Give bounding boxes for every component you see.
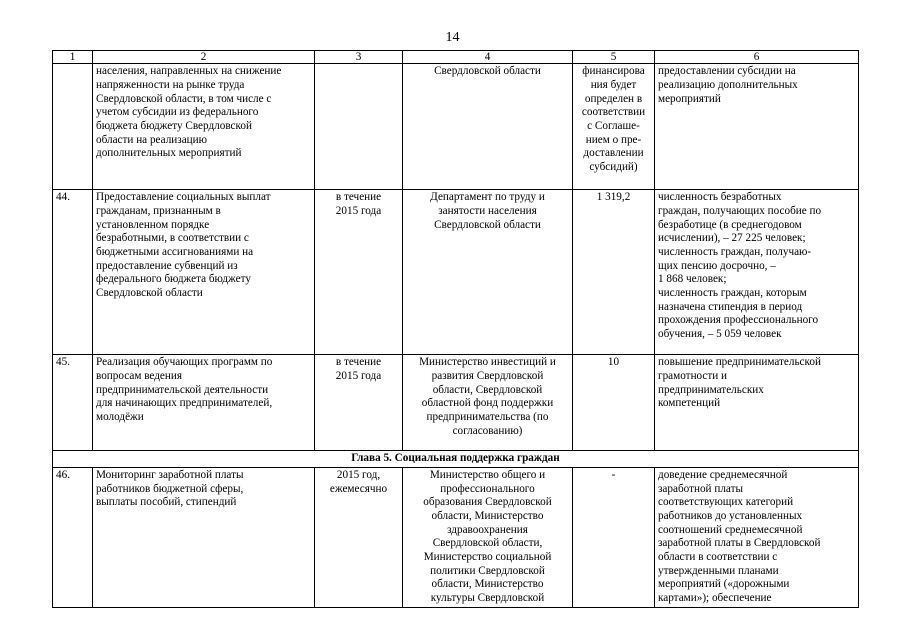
funding-cell: - — [573, 467, 655, 607]
responsible-cell: Министерство инвестиций и развития Свердловской области, Свердловской областной фонд поддержки предпринимательства (по согласованию) — [403, 355, 573, 451]
result-cell: численность безработных граждан, получающих пособие по безработице (в среднегодовом исчислении), – 27 225 человек; численность граждан, получаю- щих пенсию досрочно, – 1 868 человек; численность граждан, которым назначена стипендия в период прохождения профессионального обучения, – 5 059 человек — [655, 190, 859, 355]
activity-cell: Предоставление социальных выплат гражданам, признанным в установленном порядке безработными, в соответствии с бюджетными ассигнованиями на предоставление субвенций из федерального бюджета бюджету Свердловской области — [93, 190, 315, 355]
column-header: 1 — [53, 51, 93, 64]
deadline-cell: в течение 2015 года — [315, 190, 403, 355]
funding-cell: финансирова ния будет определен в соответствии с Соглаше- нием о пре- доставлении субсидий) — [573, 64, 655, 190]
column-header: 3 — [315, 51, 403, 64]
column-header: 2 — [93, 51, 315, 64]
table-row — [53, 190, 859, 355]
result-cell: доведение среднемесячной заработной платы соответствующих категорий работников до установленных соотношений среднемесячной заработной платы в Свердловской области в соответствии с утвержденными планами мероприятий («дорожными картами»); обеспечение — [655, 467, 859, 607]
row-number: 44. — [53, 190, 93, 355]
column-header: 4 — [403, 51, 573, 64]
activity-cell: Мониторинг заработной платы работников бюджетной сферы, выплаты пособий, стипендий — [93, 467, 315, 607]
column-number-row — [53, 51, 859, 64]
column-header: 5 — [573, 51, 655, 64]
row-number — [53, 64, 93, 190]
page-number: 14 — [445, 30, 460, 45]
column-header: 6 — [655, 51, 859, 64]
chapter-heading: Глава 5. Социальная поддержка граждан — [53, 451, 859, 468]
plan-table — [52, 50, 859, 608]
row-number: 46. — [53, 467, 93, 607]
deadline-cell: 2015 год, ежемесячно — [315, 467, 403, 607]
funding-cell: 1 319,2 — [573, 190, 655, 355]
result-cell: повышение предпринимательской грамотности и предпринимательских компетенций — [655, 355, 859, 451]
chapter-row — [53, 451, 859, 468]
activity-cell: Реализация обучающих программ по вопросам ведения предпринимательской деятельности для начинающих предпринимателей, молодёжи — [93, 355, 315, 451]
deadline-cell: в течение 2015 года — [315, 355, 403, 451]
activity-cell: населения, направленных на снижение напряженности на рынке труда Свердловской области, в том числе с учетом субсидии из федерального бюджета бюджету Свердловской области на реализацию дополнительных мероприятий — [93, 64, 315, 190]
row-number: 45. — [53, 355, 93, 451]
result-cell: предоставлении субсидии на реализацию дополнительных мероприятий — [655, 64, 859, 190]
table-row — [53, 467, 859, 607]
deadline-cell — [315, 64, 403, 190]
table-row — [53, 64, 859, 190]
responsible-cell: Свердловской области — [403, 64, 573, 190]
table-row — [53, 355, 859, 451]
responsible-cell: Департамент по труду и занятости населения Свердловской области — [403, 190, 573, 355]
responsible-cell: Министерство общего и профессионального образования Свердловской области, Министерство здравоохранения Свердловской области, Министерство социальной политики Свердловской области, Министерство культуры Свердловской — [403, 467, 573, 607]
funding-cell: 10 — [573, 355, 655, 451]
